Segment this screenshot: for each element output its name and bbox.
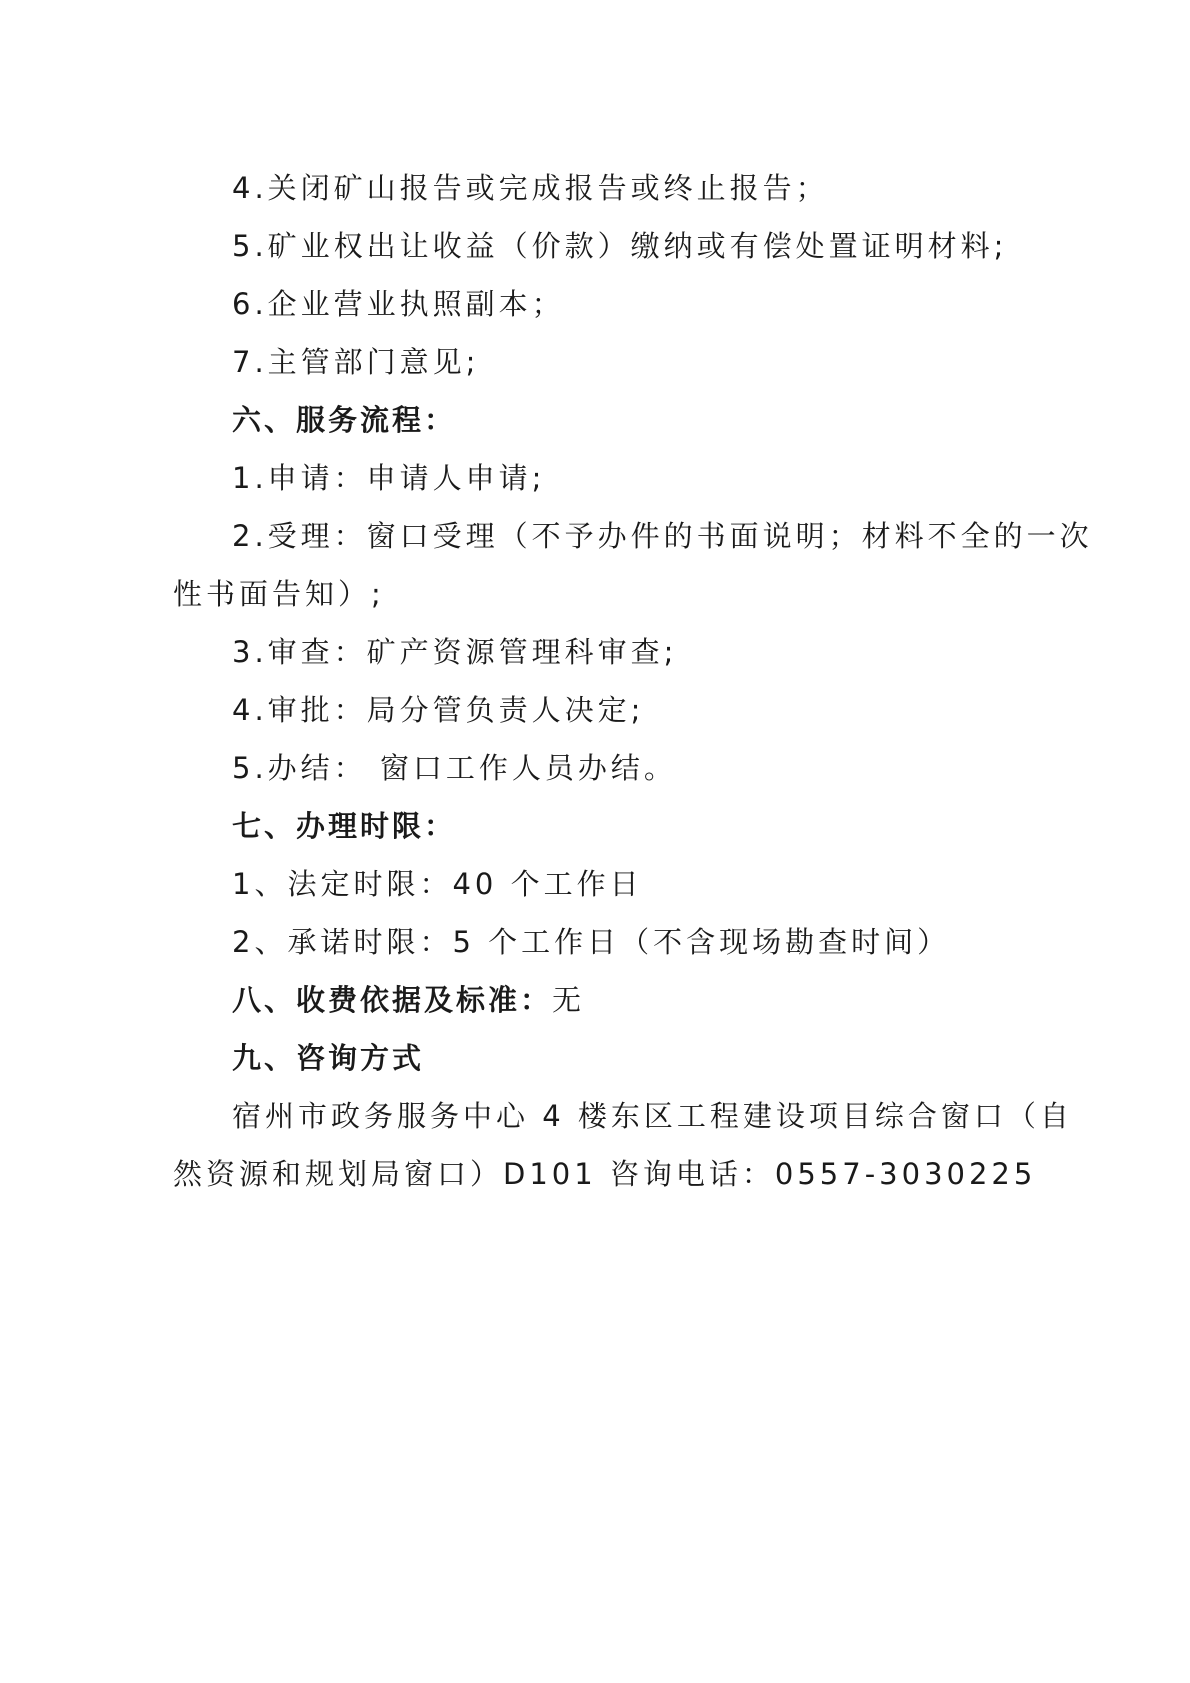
time-limit-legal: 1、法定时限：40 个工作日 [232, 867, 643, 901]
material-item-6: 6.企业营业执照副本； [232, 287, 565, 321]
time-limit-promised: 2、承诺时限：5 个工作日（不含现场勘查时间） [232, 925, 951, 959]
process-step-4: 4.审批：局分管负责人决定; [232, 693, 645, 727]
fees-row [232, 980, 584, 1020]
material-item-7: 7.主管部门意见; [232, 345, 480, 379]
consult-line-2: 然资源和规划局窗口）D101 咨询电话：0557-3030225 [173, 1157, 1037, 1191]
process-heading: 六、服务流程： [232, 403, 457, 437]
fees-heading: 八、收费依据及标准： [232, 983, 553, 1017]
process-step-1: 1.申请：申请人申请; [232, 461, 546, 495]
process-step-3: 3.审查：矿产资源管理科审查; [232, 635, 678, 669]
time-limit-heading: 七、办理时限： [232, 809, 457, 843]
consult-line-1: 宿州市政务服务中心 4 楼东区工程建设项目综合窗口（自 [232, 1099, 1073, 1133]
consult-heading: 九、咨询方式 [232, 1041, 425, 1075]
process-step-5: 5.办结： 窗口工作人员办结。 [232, 751, 677, 785]
process-step-2-line-2: 性书面告知）; [173, 577, 385, 611]
fees-value: 无 [552, 983, 585, 1017]
material-item-4: 4.关闭矿山报告或完成报告或终止报告； [232, 171, 829, 205]
material-item-5: 5.矿业权出让收益（价款）缴纳或有偿处置证明材料; [232, 229, 1008, 263]
process-step-2-line-1: 2.受理：窗口受理（不予办件的书面说明；材料不全的一次 [232, 519, 1093, 553]
